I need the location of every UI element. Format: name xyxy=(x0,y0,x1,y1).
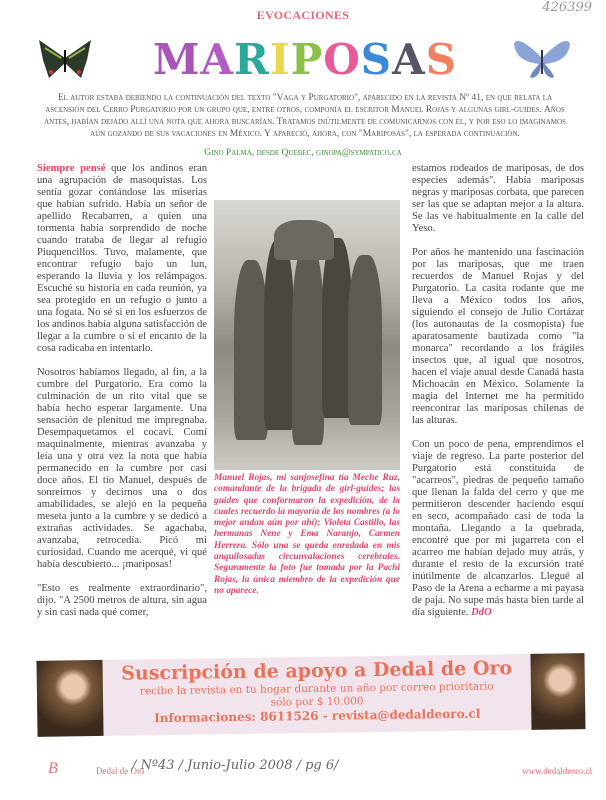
painting-image-left xyxy=(36,660,103,737)
paragraph: Nosotros habíamos llegado, al fin, a la cumbre del Purgatorio. Era como la culminación de un rito vital que se había hecho esperar largamente. Una sensación de plenitud me impregnaba. Desempaquetamos el cocaví. Comí maquinalmente, mientras avanzaba y leía una y otra vez la nota que había permanecido en la cumbre por casi doce años. El tío Manuel, después de sonreírnos y decirnos una o dos amabilidades, se alejó en la pequeña meseta junto a la cumbre y se dedicó a extrañas actividades. Se agachaba, avanzaba, retrocedía. Picó mi curiosidad. Cuando me acerqué, vi qué había descubierto... ¡mariposas! xyxy=(37,367,207,570)
blue-butterfly-icon xyxy=(512,38,572,80)
paragraph-text: que los andinos eran una agrupación de masoquistas. Los sentía gozar contándose las miserias que habían sufrido. Había un señor de apellido Recabarren, a quien una tormenta había sorprendido de noche cuando trataba de llegar al refugio Piuquencillos. Tuvo, malamente, que encontrar refugio bajo un lun, esperando la lluvia y los relámpagos. Escuché su historia en cada reunión, ya sea protegido en un refugio o junto a una fogata. No sé si en los esfuerzos de los andinos había alguna satisfacción de llegar a la cumbre o si el encanto de la cosa radicaba en intentarlo. xyxy=(37,163,207,354)
title-letter: I xyxy=(269,35,291,84)
banner-price: sólo por $ 10.000 xyxy=(270,695,364,709)
handwritten-issue-note: / Nº43 / Junio-Julio 2008 / pg 6/ xyxy=(132,758,339,773)
banner-subtitle: recibe la revista en tu hogar durante un año por correo prioritario xyxy=(139,680,494,698)
title-letter: S xyxy=(425,35,458,84)
left-column xyxy=(37,163,207,631)
banner-title: Suscripción de apoyo a Dedal de Oro xyxy=(121,657,513,685)
title-letter: M xyxy=(152,35,201,84)
paragraph: "Esto es realmente extraordinario", dijo. "A 2500 metros de altura, sin agua y sin casi nada qué comer, xyxy=(37,583,207,618)
subscription-banner xyxy=(36,653,585,737)
dark-butterfly-icon xyxy=(35,38,95,80)
paragraph xyxy=(412,439,584,619)
website-link[interactable]: www.dedaldeoro.cl xyxy=(522,766,592,776)
title-letter: O xyxy=(323,35,361,84)
signoff: DdO xyxy=(471,607,492,618)
author-byline: Gino Palma, desde Quebec, ginopa@sympatico.ca xyxy=(204,148,402,158)
lead-in: Siempre pensé xyxy=(37,163,106,174)
section-label: EVOCACIONES xyxy=(256,8,350,22)
paragraph: Por años he mantenido una fascinación por las mariposas, que me traen recuerdos de Manuel Rojas y del Purgatorio. La casita rodante que me lleva a México todos los años, siguiendo el consejo de Julio Cortázar (los autonautas de la cosmopista) fue aparatosamente bautizada como "la monarca" recordando a los frágiles insectos que, al igual que nosotros, hacen el viaje anual desde Canadá hasta Michoacán en México. Solamente la magia del Internet me ha permitido reencontrar las mariposas chilenas de las alturas. xyxy=(412,247,584,426)
title-letter: A xyxy=(200,35,235,84)
group-photo xyxy=(214,200,400,470)
intro-paragraph: El autor estaba debiendo la continuación del texto "Vaga y Purgatorio", aparecido en la revista Nº 41, en que relata la ascensión del Cerro Purgatorio por un grupo que, entre otros, componía el escritor Manuel Rojas y algunas girl-guides. Años antes, habían dejado allí una nota que ahora buscarían. Tratamos inútilmente de comunicarnos con él, y por eso lo imaginamos aún gozando de sus vacaciones en México. Y apareció, ahora, con "Mariposas", la esperada continuación. xyxy=(44,93,566,139)
painting-image-right xyxy=(530,653,585,730)
paragraph-text: Con un poco de pena, emprendimos el viaje de regreso. La parte posterior del Purgatorio está constituida de "acarreos", piedras de pequeño tamaño que llenan la falda del cerro y que me permitieron descender haciendo esquí en seco, acompañado casi de toda la montaña. Llegando a la quebrada, encontré que por mi jugarreta con el acarreo me habían dejado muy atrás, y durante el resto de la excursión traté inútilmente de alcanzarlos. Llegué al Paso de la Arena a echarme a mi payasa de paja. No supe más hasta bien tarde al día siguiente. xyxy=(412,439,584,618)
title-letter: R xyxy=(234,35,270,84)
photo-caption: Manuel Rojas, mi sanjosefina tía Meche Ruz, comandante de la brigada de girl-guides; las guides que conformaron la expedición, de la cuales recuerdo la mayoría de los nombres (a lo mejor andan aún por ahí): Violeta Castillo, las hermanas Nene y Ema Naranjo, Carmen Herrera. Sólo una se queda enredada en mis anquilosadas circunvalaciones cerebrales. Seguramente la foto fue tomada por la Pachi Rojas, la única miembro de la expedición que no aparece. xyxy=(214,473,400,596)
title-letter: S xyxy=(360,35,393,84)
title-letter: A xyxy=(392,35,426,84)
title-letter: P xyxy=(290,35,324,84)
publication-name: Dedal de Oro xyxy=(96,766,145,776)
magazine-logo: B xyxy=(48,760,58,777)
paragraph xyxy=(37,163,207,355)
paragraph: estamos rodeados de mariposas, de dos especies además". Había mariposas negras y mariposas corbata, que parecen ser las que se adaptan mejor a la altura. Se las ve habitualmente en la calle del Yeso. xyxy=(412,163,584,234)
handwritten-archive-number: 426399 xyxy=(542,0,592,15)
article-title xyxy=(150,32,460,88)
right-column xyxy=(412,163,584,631)
banner-contact: Informaciones: 8611526 - revista@dedaldeoro.cl xyxy=(154,706,481,726)
